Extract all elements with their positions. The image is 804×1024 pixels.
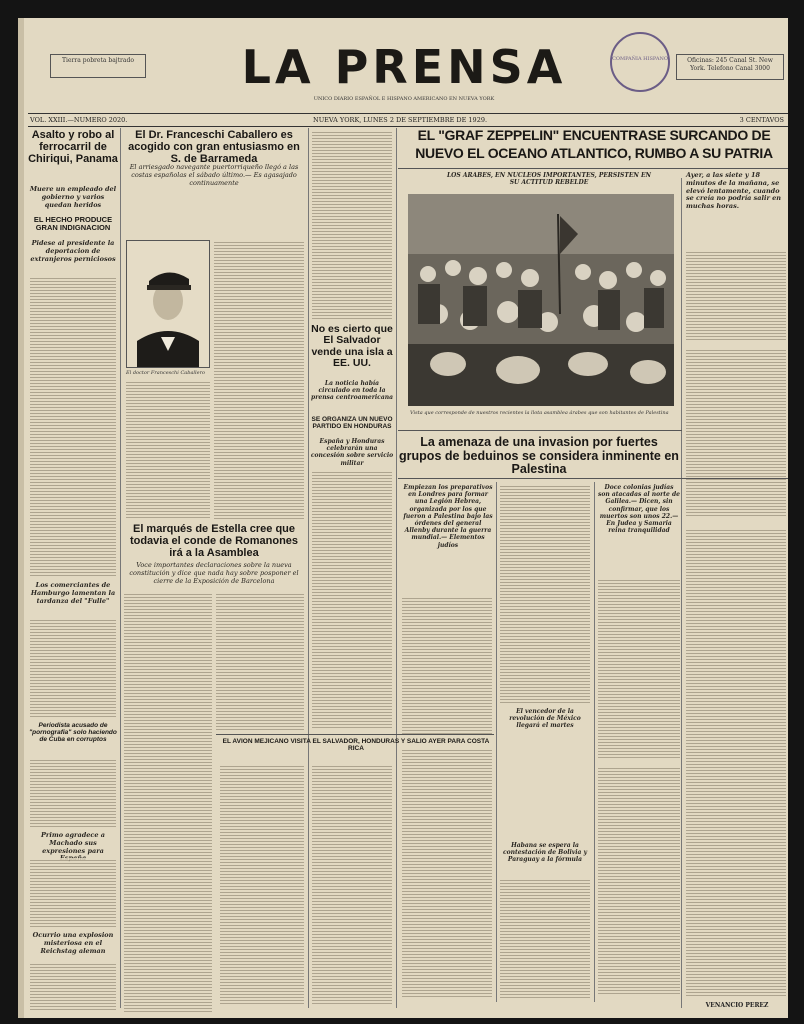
article-body <box>124 592 212 1012</box>
column-rule <box>120 128 121 1008</box>
portrait-photo <box>126 240 210 368</box>
subhead-hamburgo: Los comerciantes de Hamburgo lamentan la tardanza del "Fulle" <box>30 581 116 605</box>
masthead-subline: UNICO DIARIO ESPAÑOL E HISPANO AMERICANO EN NUEVA YORK <box>313 96 495 102</box>
article-body <box>30 858 116 928</box>
column-rule <box>496 482 497 1002</box>
headline-panama: Asalto y robo al ferrocarril de Chiriqui, Panama <box>28 129 118 165</box>
signature-venancio: VENANCIO PEREZ <box>705 1002 769 1009</box>
article-body <box>312 130 392 320</box>
headline-palestine: La amenaza de una invasion por fuertes grupos de beduinos se considera inminente en Palestina <box>399 435 679 476</box>
article-body <box>598 766 680 996</box>
left-ear-box <box>50 54 146 78</box>
newspaper-page <box>18 18 788 1018</box>
divider <box>398 478 788 479</box>
subhead-estella: Voce importantes declaraciones sobre la nueva constitución y dice que nada hay sobre posponer el cierre de la Exposición de Barcelona <box>129 561 299 585</box>
zeppelin-lead: Ayer, a las siete y 18 minutos de la mañana, se elevó lentamente, cuando se creía no podría salir en muchas horas. <box>686 171 781 211</box>
arab-crowd-photo <box>408 194 674 406</box>
headline-honduras: SE ORGANIZA UN NUEVO PARTIDO EN HONDURAS <box>311 416 393 431</box>
column-rule <box>681 178 682 1008</box>
right-ear-text: Oficinas: 245 Canal St. New York. Telefono Canal 3000 <box>687 57 773 72</box>
column-rule <box>308 128 309 1008</box>
headline-aviation: EL AVION MEJICANO VISITA EL SALVADOR, HONDURAS Y SALIO AYER PARA COSTA RICA <box>222 738 490 753</box>
article-body <box>686 348 786 518</box>
article-body <box>216 592 304 732</box>
price: 3 CENTAVOS <box>739 116 784 124</box>
subhead-panama: Muere un empleado del gobierno y varios quedan heridos <box>29 185 117 209</box>
article-body <box>312 764 392 1004</box>
article-body <box>402 596 492 736</box>
article-body <box>220 764 304 1004</box>
main-headline-line2: NUEVO EL OCEANO ATLANTICO, RUMBO A SU PATRIA <box>415 145 773 161</box>
main-headline-line1: EL "GRAF ZEPPELIN" ENCUENTRASE SURCANDO DE <box>417 127 771 143</box>
subhead-legion: Empiezan los preparativos en Londres para formar una Legión Hebrea, organizada por los que fueron a Palestina bajo las órdenes del general Allenby durante la guerra mundial.— Elementos judíos <box>403 484 493 549</box>
seal-text: COMPAÑIA HISPANO <box>612 56 668 62</box>
subhead-reichstag: Ocurrio una explosion misteriosa en el Reichstag aleman <box>32 931 114 955</box>
article-body <box>500 484 590 704</box>
library-seal-icon <box>610 32 670 92</box>
article-body <box>30 276 116 576</box>
subhead-franceschi: El arriesgado navegante puertorriqueño llegó a las costas españolas el sábado último.— Es agasajado continuamente <box>129 163 299 187</box>
subhead-galilea: Doce colonias judías son atacadas al norte de Galilea.— Dicen, sin confirmar, que los muertos son unos 22.— En Judea y Samaria reina tranquilidad <box>598 484 680 535</box>
article-body <box>402 748 492 998</box>
volume-number: VOL. XXIII.—NUMERO 2020. <box>30 116 128 124</box>
divider <box>216 734 494 735</box>
article-body <box>686 528 786 998</box>
dateline <box>28 113 788 127</box>
divider <box>398 168 788 169</box>
headline-periodista: Periodista acusado de "pornografia" solo haciendo de Cuba en corruptos <box>29 722 117 744</box>
headline-franceschi: El Dr. Franceschi Caballero es acogido con gran entusiasmo en S. de Barrameda <box>128 129 300 165</box>
subhead-honduras: España y Honduras celebrarán una concesión sobre servicio militar <box>310 438 394 467</box>
article-body <box>30 758 116 828</box>
article-body <box>214 240 304 520</box>
subhead-habana: Habana se espera la contestación de Bolivia y Paraguay a la fórmula <box>503 842 587 864</box>
headline-salvador: No es cierto que El Salvador vende una isla a EE. UU. <box>311 323 393 369</box>
article-body <box>30 618 116 718</box>
date-line: NUEVA YORK, LUNES 2 DE SEPTIEMBRE DE 1929. <box>313 116 488 124</box>
subhead-primo: Primo agradece a Machado sus expresiones para <box>41 831 105 855</box>
subhead-deportacion: Pidese al presidente la deportacion de extranjeros perniciosos <box>30 239 116 263</box>
article-body <box>312 470 392 730</box>
right-ear-box <box>676 54 784 80</box>
headline-indignacion: EL HECHO PRODUCE GRAN INDIGNACION <box>33 215 113 233</box>
column-rule <box>396 128 397 1008</box>
article-body <box>500 878 590 998</box>
column-rule <box>594 482 595 1002</box>
photo-title: LOS ARABES, EN NUCLEOS IMPORTANTES, PERSISTEN EN SU ACTITUD REBELDE <box>446 172 652 187</box>
article-body <box>30 962 116 1012</box>
portrait-caption: El doctor Franceschi Caballero <box>126 370 205 376</box>
masthead-title: LA PRENSA <box>241 40 567 94</box>
subhead-mexico: El vencedor de la revolución de México llegará el martes <box>509 708 581 730</box>
article-body <box>126 380 210 520</box>
headline-estella: El marqués de Estella cree que todavia el conde de Romanones irá a la Asamblea <box>129 523 299 559</box>
divider <box>398 430 682 431</box>
portrait-icon <box>127 241 209 367</box>
subhead-salvador: La noticia había circulado en toda la prensa centroamericana <box>311 380 393 402</box>
article-body <box>598 578 680 758</box>
crowd-photo-icon <box>408 194 674 406</box>
photo-caption: Vista que corresponde de nuestros recientes la llota asamblea árabes que son habitantes de Palestina <box>410 410 669 416</box>
left-ear-text: Tierra pobreta bajtrado <box>62 57 134 64</box>
article-body <box>686 250 786 340</box>
